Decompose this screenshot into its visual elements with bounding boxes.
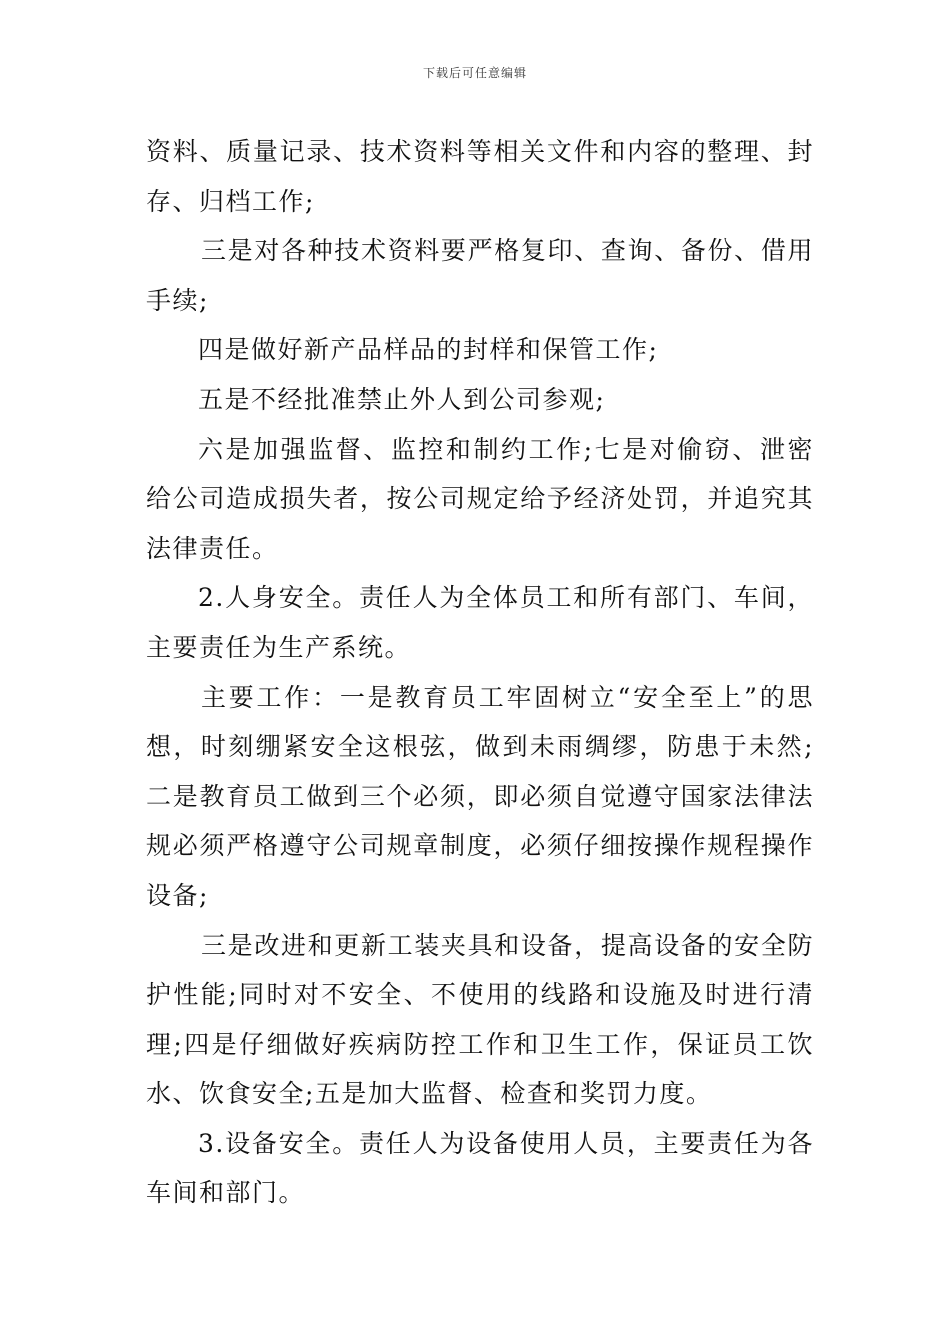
paragraph-main-work: 主要工作：一是教育员工牢固树立“安全至上”的思想，时刻绷紧安全这根弦，做到未雨绸缪，防患于未然;二是教育员工做到三个必须，即必须自觉遵守国家法律法规必须严格遵守公司规章制度，必须仔细按操作规程操作设备; (146, 682, 814, 910)
paragraph-item-six-seven: 六是加强监督、监控和制约工作;七是对偷窃、泄密给公司造成损失者，按公司规定给予经济处罚，并追究其法律责任。 (146, 434, 814, 563)
paragraph-personal-safety: 2.人身安全。责任人为全体员工和所有部门、车间，主要责任为生产系统。 (146, 583, 814, 662)
paragraph-equipment-improvement: 三是改进和更新工装夹具和设备，提高设备的安全防护性能;同时对不安全、不使用的线路和设施及时进行清理;四是仔细做好疾病防控工作和卫生工作，保证员工饮水、饮食安全;五是加大监督、检查和奖罚力度。 (146, 930, 814, 1109)
paragraph-item-three: 三是对各种技术资料要严格复印、查询、备份、借用手续; (146, 236, 814, 315)
paragraph-item-five: 五是不经批准禁止外人到公司参观; (198, 384, 606, 414)
page-header: 下载后可任意编辑 (422, 66, 527, 80)
paragraph-equipment-safety: 3.设备安全。责任人为设备使用人员，主要责任为各车间和部门。 (146, 1128, 814, 1208)
document-body (146, 127, 814, 1218)
paragraph-item-four: 四是做好新产品样品的封样和保管工作; (198, 335, 659, 365)
paragraph-continued: 资料、质量记录、技术资料等相关文件和内容的整理、封存、归档工作; (146, 137, 814, 216)
